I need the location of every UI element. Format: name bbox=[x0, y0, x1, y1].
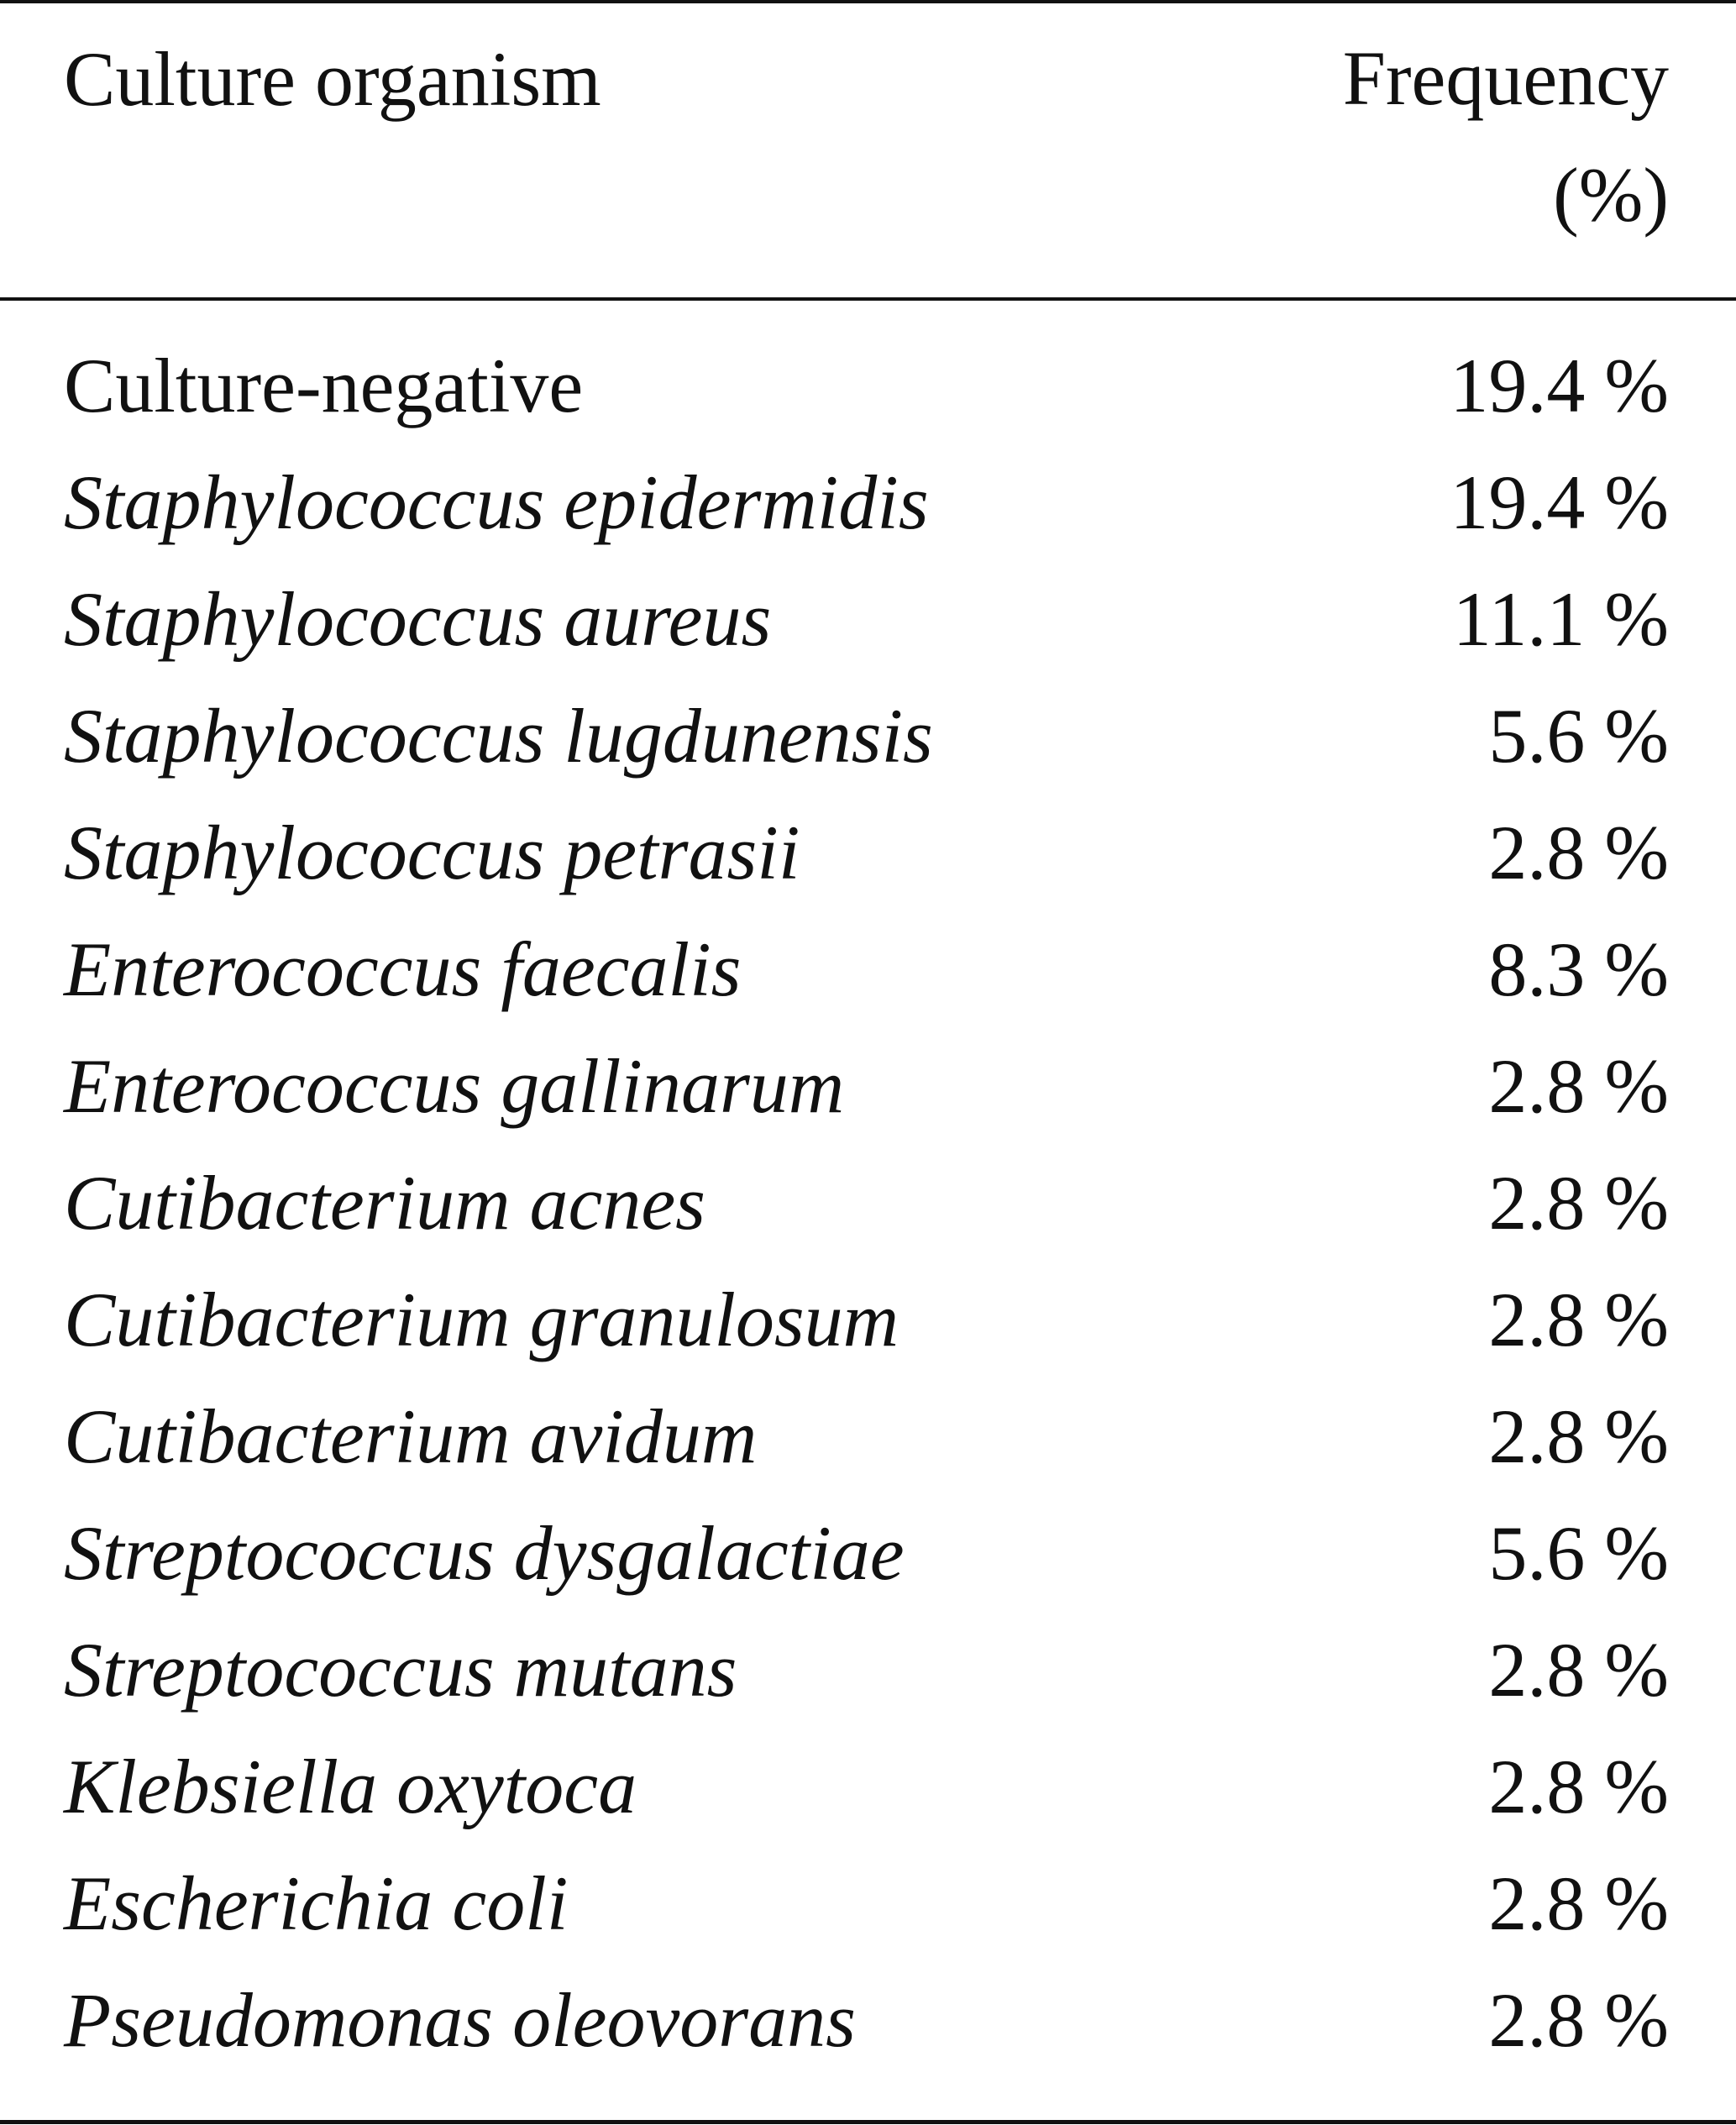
table-row bbox=[0, 1028, 1736, 1145]
frequency-cell: 2.8 % bbox=[1488, 1043, 1669, 1129]
organism-cell: Culture-negative bbox=[64, 343, 584, 428]
frequency-cell: 2.8 % bbox=[1488, 1160, 1669, 1246]
frequency-cell: 2.8 % bbox=[1488, 1277, 1669, 1362]
organism-cell: Staphylococcus lugdunensis bbox=[64, 693, 933, 779]
table-row bbox=[0, 911, 1736, 1028]
frequency-cell: 19.4 % bbox=[1450, 459, 1669, 545]
frequency-cell: 2.8 % bbox=[1488, 1744, 1669, 1829]
table-row bbox=[0, 1145, 1736, 1262]
table-row bbox=[0, 1729, 1736, 1845]
organism-cell: Streptococcus mutans bbox=[64, 1627, 737, 1713]
header-rule bbox=[0, 297, 1736, 301]
table-row bbox=[0, 795, 1736, 911]
table-top-rule bbox=[0, 0, 1736, 3]
organism-cell: Enterococcus faecalis bbox=[64, 926, 742, 1012]
frequency-cell: 19.4 % bbox=[1450, 343, 1669, 428]
table-row bbox=[0, 444, 1736, 561]
frequency-cell: 2.8 % bbox=[1488, 1860, 1669, 1946]
organism-cell: Staphylococcus aureus bbox=[64, 576, 772, 662]
frequency-cell: 2.8 % bbox=[1488, 1393, 1669, 1479]
column-header-organism: Culture organism bbox=[64, 36, 601, 122]
organism-cell: Escherichia coli bbox=[64, 1860, 569, 1946]
table-body bbox=[0, 328, 1736, 2079]
organism-cell: Staphylococcus petrasii bbox=[64, 810, 800, 895]
column-header-frequency bbox=[1165, 20, 1669, 254]
frequency-cell: 11.1 % bbox=[1452, 576, 1669, 662]
organism-cell: Cutibacterium avidum bbox=[64, 1393, 758, 1479]
table-row bbox=[0, 561, 1736, 678]
organism-cell: Pseudomonas oleovorans bbox=[64, 1977, 856, 2063]
organism-cell: Staphylococcus epidermidis bbox=[64, 459, 929, 545]
organism-cell: Klebsiella oxytoca bbox=[64, 1744, 637, 1829]
table-row bbox=[0, 1612, 1736, 1729]
table-bottom-rule bbox=[0, 2120, 1736, 2124]
table-row bbox=[0, 328, 1736, 444]
frequency-cell: 2.8 % bbox=[1488, 1627, 1669, 1713]
frequency-cell: 2.8 % bbox=[1488, 810, 1669, 895]
table-row bbox=[0, 1495, 1736, 1612]
organism-cell: Enterococcus gallinarum bbox=[64, 1043, 845, 1129]
table-row bbox=[0, 1378, 1736, 1495]
frequency-cell: 2.8 % bbox=[1488, 1977, 1669, 2063]
organism-cell: Streptococcus dysgalactiae bbox=[64, 1510, 905, 1596]
frequency-cell: 5.6 % bbox=[1488, 693, 1669, 779]
table-row bbox=[0, 1262, 1736, 1378]
organism-cell: Cutibacterium granulosum bbox=[64, 1277, 899, 1362]
frequency-cell: 5.6 % bbox=[1488, 1510, 1669, 1596]
column-header-frequency-line1: Frequency bbox=[1342, 35, 1669, 121]
table-row bbox=[0, 678, 1736, 795]
table-row bbox=[0, 1845, 1736, 1962]
organism-cell: Cutibacterium acnes bbox=[64, 1160, 705, 1246]
column-header-frequency-line2: (%) bbox=[1553, 152, 1669, 238]
table-row bbox=[0, 1962, 1736, 2079]
frequency-cell: 8.3 % bbox=[1488, 926, 1669, 1012]
